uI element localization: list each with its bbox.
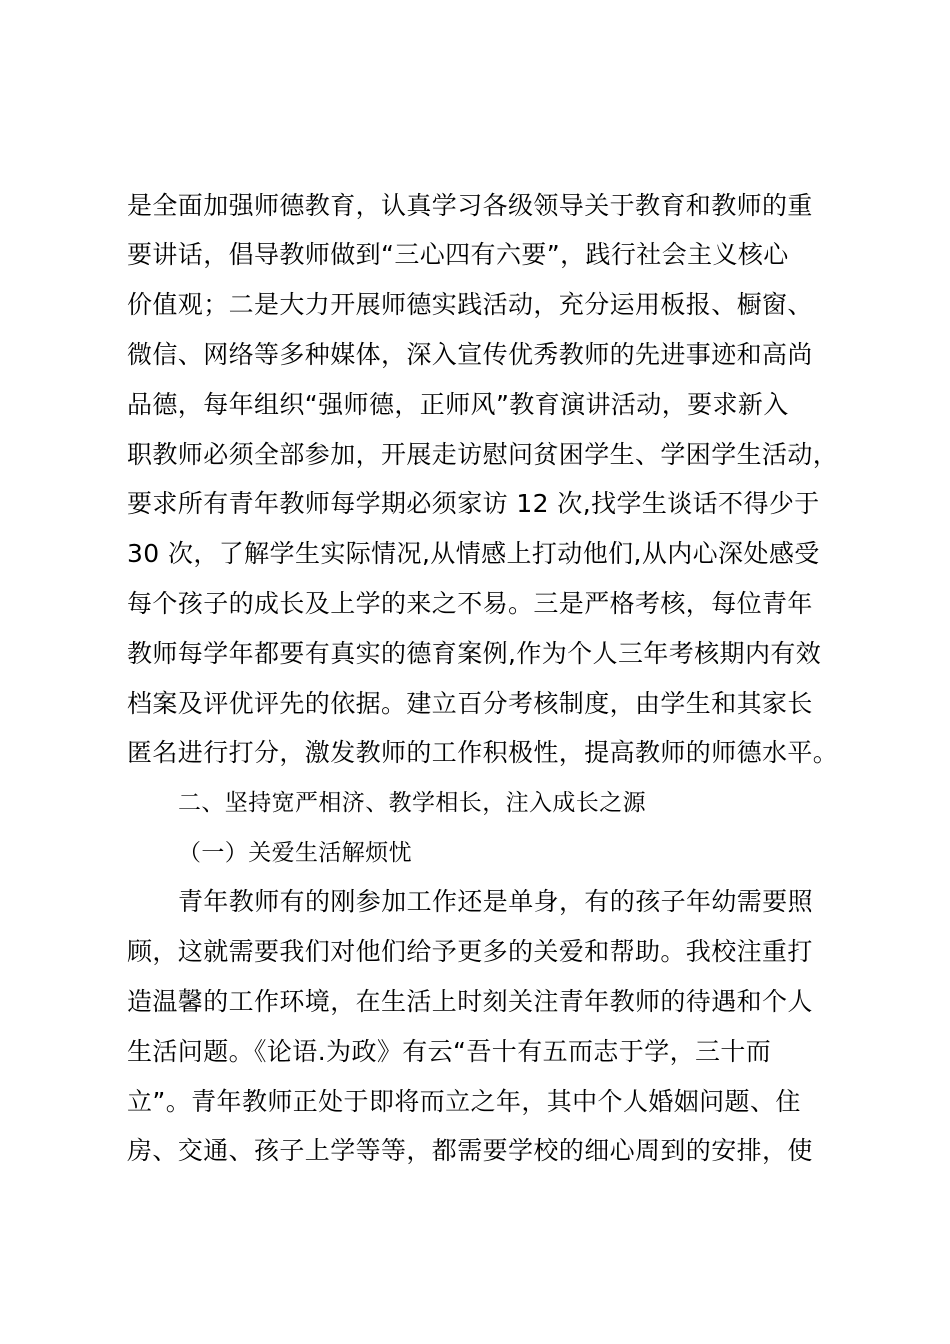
paragraph-line: 职教师必须全部参加，开展走访慰问贫困学生、学困学生活动，: [127, 440, 839, 469]
paragraph-line: 要求所有青年教师每学期必须家访 12 次,找学生谈话不得少于: [127, 489, 820, 518]
paragraph-line: 青年教师有的刚参加工作还是单身，有的孩子年幼需要照: [178, 887, 814, 916]
paragraph-line: 是全面加强师德教育，认真学习各级领导关于教育和教师的重: [127, 191, 813, 220]
paragraph-line: 微信、网络等多种媒体，深入宣传优秀教师的先进事迹和高尚: [127, 340, 813, 369]
paragraph-line: 要讲话，倡导教师做到“三心四有六要”，践行社会主义核心: [127, 240, 789, 269]
paragraph-line: 每个孩子的成长及上学的来之不易。三是严格考核，每位青年: [127, 589, 813, 618]
paragraph-line: 立”。青年教师正处于即将而立之年，其中个人婚姻问题、住: [127, 1087, 801, 1116]
paragraph-line: 品德，每年组织“强师德，正师风”教育演讲活动，要求新入: [127, 390, 789, 419]
subsection-heading: （一）关爱生活解烦忧: [178, 840, 412, 866]
paragraph-line: 30 次，了解学生实际情况,从情感上打动他们,从内心深处感受: [127, 539, 820, 568]
paragraph-line: 造温馨的工作环境，在生活上时刻关注青年教师的待遇和个人: [127, 987, 813, 1016]
paragraph-line: 房、交通、孩子上学等等，都需要学校的细心周到的安排，使: [127, 1136, 813, 1165]
paragraph-line: 匿名进行打分，激发教师的工作积极性，提高教师的师德水平。: [127, 738, 839, 767]
paragraph-line: 档案及评优评先的依据。建立百分考核制度，由学生和其家长: [127, 689, 813, 718]
paragraph-line: 价值观；二是大力开展师德实践活动，充分运用板报、橱窗、: [127, 290, 813, 319]
paragraph-line: 生活问题。《论语.为政》有云“吾十有五而志于学，三十而: [127, 1037, 772, 1066]
paragraph-line: 教师每学年都要有真实的德育案例,作为个人三年考核期内有效: [127, 639, 822, 668]
section-heading: 二、坚持宽严相济、教学相长，注入成长之源: [178, 790, 646, 816]
paragraph-line: 顾，这就需要我们对他们给予更多的关爱和帮助。我校注重打: [127, 937, 813, 966]
